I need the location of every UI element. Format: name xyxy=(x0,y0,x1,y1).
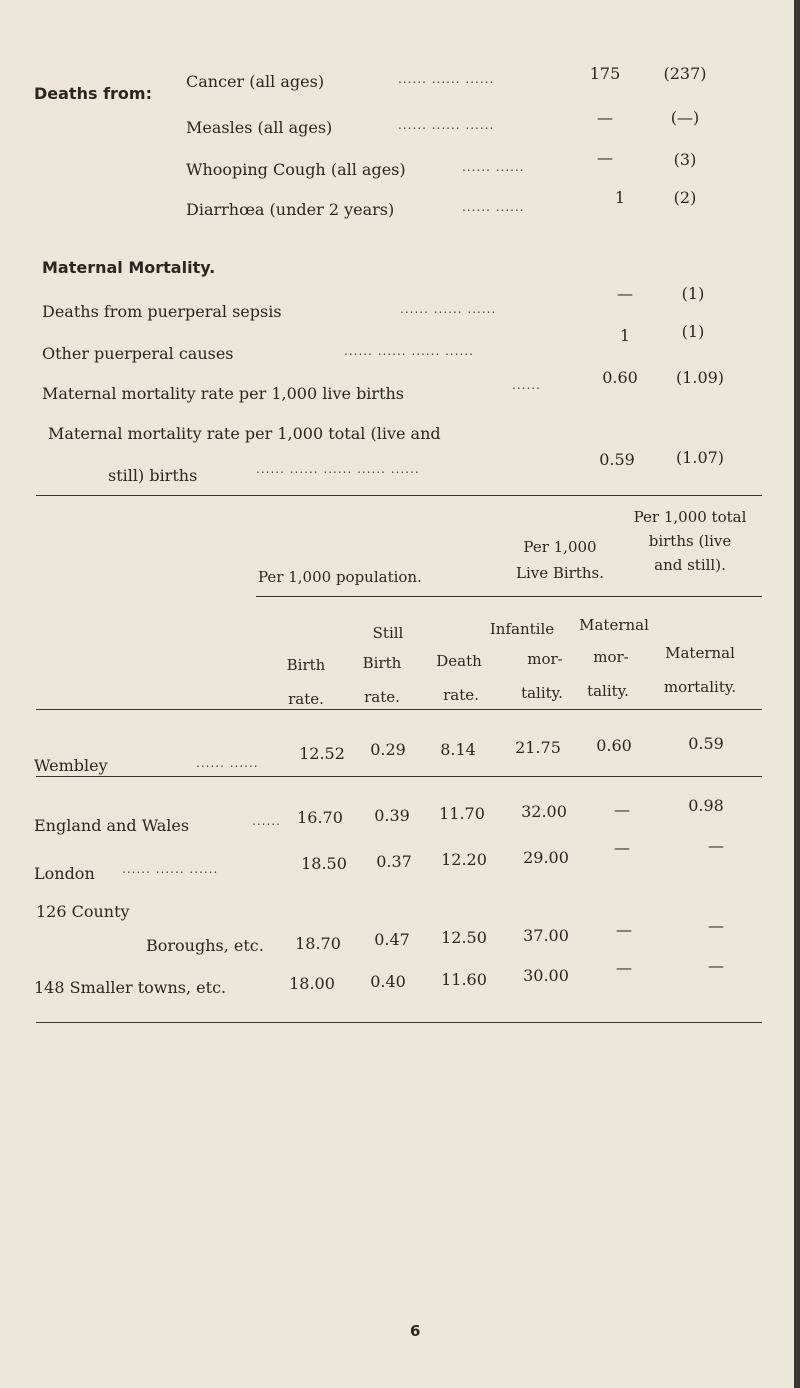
death-count-previous: (3) xyxy=(673,150,697,169)
leader-dots: ...... xyxy=(252,814,281,828)
table-cell: — xyxy=(616,920,632,939)
group-header-total-births: births (live xyxy=(648,532,732,550)
leader-dots: ...... ...... xyxy=(462,200,525,214)
leader-dots: ...... ...... ...... xyxy=(122,862,219,876)
maternal-label: still) births xyxy=(108,466,198,485)
death-cause-label: Measles (all ages) xyxy=(186,118,333,137)
death-count: 175 xyxy=(589,64,621,83)
table-cell: — xyxy=(708,956,724,975)
table-cell: 0.37 xyxy=(376,852,412,871)
row-divider xyxy=(36,776,762,777)
death-count: — xyxy=(597,148,613,167)
table-cell: 0.39 xyxy=(374,806,410,825)
group-header-live-births: Live Births. xyxy=(515,564,605,582)
table-cell: 8.14 xyxy=(440,740,476,759)
table-cell: 0.29 xyxy=(370,740,406,759)
death-cause-label: Whooping Cough (all ages) xyxy=(186,160,406,179)
table-cell: 11.60 xyxy=(441,970,487,989)
column-header: Infantile xyxy=(489,620,555,638)
table-cell: 18.00 xyxy=(289,974,335,993)
maternal-label: Other puerperal causes xyxy=(42,344,234,363)
maternal-value-previous: (1.09) xyxy=(675,368,725,387)
leader-dots: ...... ...... xyxy=(196,756,259,770)
leader-dots: ...... ...... ...... xyxy=(398,72,495,86)
column-header: mortality. xyxy=(663,678,737,696)
leader-dots: ...... ...... ...... ...... xyxy=(344,344,474,358)
maternal-value: 0.59 xyxy=(599,450,635,469)
maternal-label: Maternal mortality rate per 1,000 total (live and xyxy=(48,424,441,443)
table-cell: 12.20 xyxy=(441,850,487,869)
column-header: tality. xyxy=(587,682,629,700)
maternal-heading: Maternal Mortality. xyxy=(42,258,216,277)
table-row-label: 126 County xyxy=(36,902,130,921)
table-cell: 0.59 xyxy=(688,734,724,753)
maternal-value: 1 xyxy=(619,326,631,345)
table-cell: — xyxy=(708,916,724,935)
table-cell: — xyxy=(616,958,632,977)
maternal-value: 0.60 xyxy=(602,368,638,387)
group-header-population: Per 1,000 population. xyxy=(258,568,422,586)
maternal-value-previous: (1) xyxy=(681,322,705,341)
table-cell: 0.98 xyxy=(688,796,724,815)
scan-edge-shadow xyxy=(794,0,800,1388)
table-cell: 0.47 xyxy=(374,930,410,949)
header-divider xyxy=(256,596,762,597)
header-divider xyxy=(36,709,762,710)
column-header: mor- xyxy=(593,648,629,666)
table-cell: — xyxy=(614,800,630,819)
group-header-live-births: Per 1,000 xyxy=(523,538,597,556)
table-row-label: Boroughs, etc. xyxy=(146,936,264,955)
column-header: tality. xyxy=(521,684,563,702)
column-header: Birth xyxy=(286,656,326,674)
leader-dots: ...... ...... xyxy=(462,160,525,174)
death-count-previous: (237) xyxy=(663,64,707,83)
column-header: Death xyxy=(436,652,482,670)
table-bottom-rule xyxy=(36,1022,762,1023)
table-cell: 0.60 xyxy=(596,736,632,755)
table-cell: 21.75 xyxy=(515,738,561,757)
page-number: 6 xyxy=(410,1322,421,1340)
maternal-value-previous: (1.07) xyxy=(675,448,725,467)
deaths-heading: Deaths from: xyxy=(34,84,152,103)
table-row-label: 148 Smaller towns, etc. xyxy=(34,978,227,997)
leader-dots: ...... ...... ...... ...... ...... xyxy=(256,462,420,476)
leader-dots: ...... ...... ...... xyxy=(398,118,495,132)
maternal-value-previous: (1) xyxy=(681,284,705,303)
maternal-label: Deaths from puerperal sepsis xyxy=(42,302,282,321)
leader-dots: ...... xyxy=(512,378,541,392)
table-row-label: England and Wales xyxy=(34,816,190,835)
death-count-previous: (—) xyxy=(670,108,700,127)
column-header: rate. xyxy=(288,690,324,708)
table-cell: — xyxy=(708,836,724,855)
table-cell: 18.70 xyxy=(295,934,341,953)
table-cell: 12.52 xyxy=(299,744,345,763)
table-cell: 32.00 xyxy=(521,802,567,821)
death-cause-label: Cancer (all ages) xyxy=(186,72,325,91)
table-cell: 30.00 xyxy=(523,966,569,985)
table-cell: 11.70 xyxy=(439,804,485,823)
column-header: Maternal xyxy=(579,616,649,634)
column-header: rate. xyxy=(443,686,479,704)
maternal-value: — xyxy=(617,284,633,303)
column-header: Birth xyxy=(362,654,402,672)
leader-dots: ...... ...... ...... xyxy=(400,302,497,316)
group-header-total-births: Per 1,000 total xyxy=(633,508,747,526)
column-header: Still xyxy=(372,624,404,642)
group-header-total-births: and still). xyxy=(654,556,726,574)
section-divider xyxy=(36,495,762,496)
table-cell: 0.40 xyxy=(370,972,406,991)
death-cause-label: Diarrhœa (under 2 years) xyxy=(186,200,395,219)
table-cell: 12.50 xyxy=(441,928,487,947)
column-header: rate. xyxy=(364,688,400,706)
table-cell: 16.70 xyxy=(297,808,343,827)
table-row-label: London xyxy=(34,864,95,883)
column-header: Maternal xyxy=(665,644,735,662)
table-cell: — xyxy=(614,838,630,857)
death-count: 1 xyxy=(614,188,626,207)
column-header: mor- xyxy=(527,650,563,668)
table-cell: 29.00 xyxy=(523,848,569,867)
table-cell: 37.00 xyxy=(523,926,569,945)
table-row-label: Wembley xyxy=(34,756,108,775)
table-cell: 18.50 xyxy=(301,854,347,873)
death-count-previous: (2) xyxy=(673,188,697,207)
death-count: — xyxy=(597,108,613,127)
maternal-label: Maternal mortality rate per 1,000 live births xyxy=(42,384,405,403)
